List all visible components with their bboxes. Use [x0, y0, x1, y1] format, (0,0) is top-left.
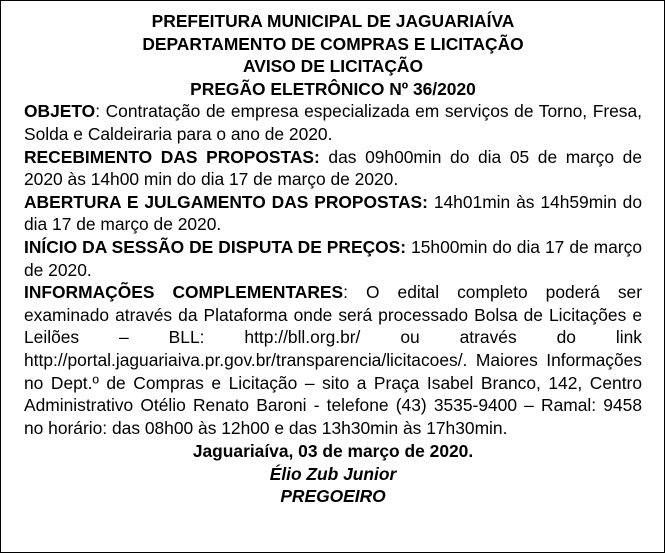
informacoes-label: INFORMAÇÕES COMPLEMENTARES	[24, 282, 344, 303]
header-notice-type: AVISO DE LICITAÇÃO	[242, 56, 424, 77]
header-department: DEPARTAMENTO DE COMPRAS E LICITAÇÃO	[142, 33, 524, 54]
objeto-label: OBJETO	[24, 101, 96, 122]
abertura-text: 14h01min às 14h59min do dia 17 de março de 2020.	[24, 191, 642, 235]
place-date: Jaguariaíva, 03 de março de 2020.	[192, 441, 474, 462]
abertura-label: ABERTURA E JULGAMENTO DAS PROPOSTAS:	[24, 191, 428, 212]
notice-header	[24, 10, 642, 100]
header-pregao-number: PREGÃO ELETRÔNICO Nº 36/2020	[190, 78, 476, 99]
section-informacoes	[24, 281, 642, 439]
header-municipality: PREFEITURA MUNICIPAL DE JAGUARIAÍVA	[151, 11, 515, 31]
signer-name: Élio Zub Junior	[269, 463, 397, 484]
inicio-text: 15h00min do dia 17 de março de 2020.	[24, 236, 642, 280]
recebimento-text: das 09h00min do dia 05 de março de 2020 às 14h00 min do dia 17 de março de 2020.	[24, 146, 642, 190]
section-objeto	[24, 100, 642, 145]
section-recebimento	[24, 146, 642, 191]
signer-role: PREGOEIRO	[280, 486, 386, 507]
informacoes-text: : O edital completo poderá ser examinado através da Plataforma onde será processado Bolsa de Licitações e Leilões – BLL: http://bll.org.br/ ou através do link http://portal.jaguariaiva.pr.gov.br/transparencia/licitacoes/. Maiores Informações no Dept.º de Compras e Licitação – sito a Praça Isabel Branco, 142, Centro Administrativo Otélio Renato Baroni - telefone (43) 3535-9400 – Ramal: 9458 no horário: das 08h00 às 12h00 e das 13h30min às 17h30min.	[24, 282, 643, 438]
section-inicio	[24, 236, 642, 281]
section-abertura	[24, 191, 642, 236]
recebimento-label: RECEBIMENTO DAS PROPOSTAS:	[24, 146, 320, 167]
notice-footer	[24, 440, 642, 508]
inicio-label: INÍCIO DA SESSÃO DE DISPUTA DE PREÇOS:	[24, 236, 407, 257]
objeto-text: : Contratação de empresa especializada em serviços de Torno, Fresa, Solda e Caldeiraria para o ano de 2020.	[24, 101, 642, 144]
